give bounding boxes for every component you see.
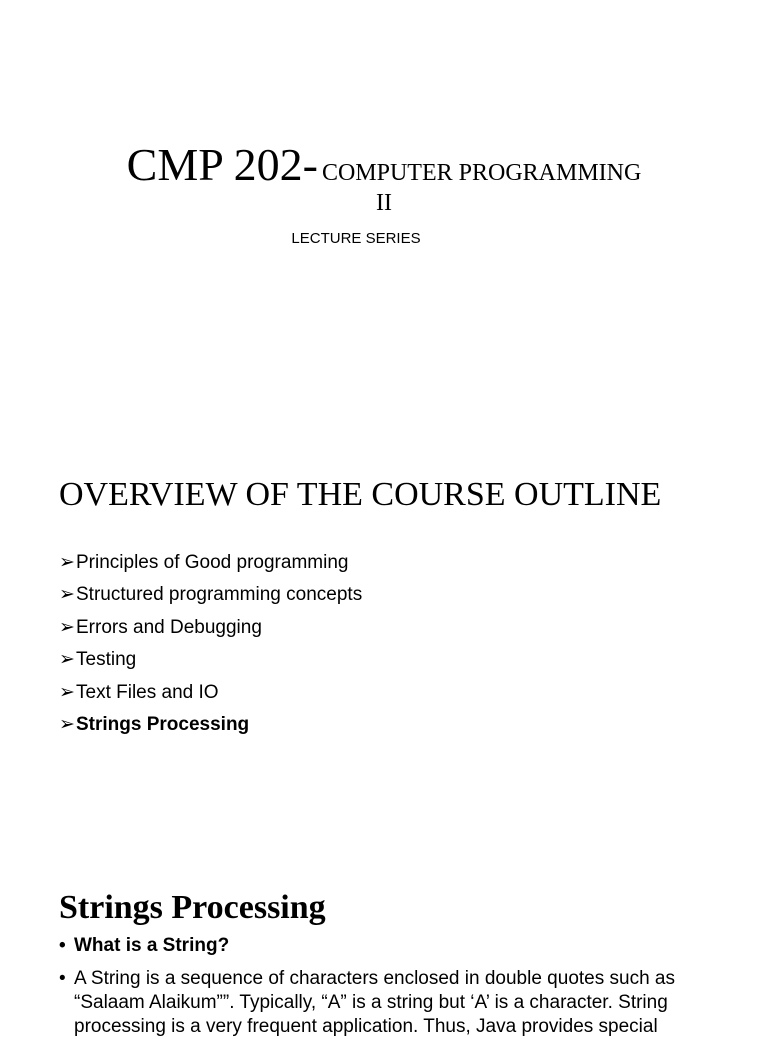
bullet-dot-icon: • (59, 935, 66, 956)
outline-list (59, 549, 362, 743)
list-item: ➢Principles of Good programming (59, 549, 362, 581)
arrow-bullet-icon: ➢ (59, 616, 75, 638)
list-item: ➢Testing (59, 646, 362, 678)
course-name-continued: II (376, 190, 392, 216)
arrow-bullet-icon: ➢ (59, 681, 75, 703)
arrow-bullet-icon: ➢ (59, 584, 75, 606)
list-item: ➢Errors and Debugging (59, 614, 362, 646)
arrow-bullet-icon: ➢ (59, 713, 75, 735)
course-title (0, 138, 768, 191)
course-name: COMPUTER PROGRAMMING (321, 160, 642, 186)
definition-bullet: • A String is a sequence of characters enclosed in double quotes such as “Salaam Alaikum””. Typically, “A” is a string but ‘A’ is a character. String processing is a very frequent application. Thus, Java provides special (59, 968, 675, 1037)
bullet-dot-icon: • (59, 968, 66, 989)
course-code: CMP 202- (126, 139, 318, 190)
arrow-bullet-icon: ➢ (59, 552, 75, 573)
lecture-series-subtitle: LECTURE SERIES (291, 230, 421, 247)
strings-bullets (59, 934, 719, 1039)
strings-heading: Strings Processing (59, 889, 326, 926)
list-item-current: ➢Strings Processing (59, 711, 362, 743)
arrow-bullet-icon: ➢ (59, 649, 75, 671)
question-bullet: • What is a String? (59, 935, 230, 956)
list-item: ➢Structured programming concepts (59, 581, 362, 613)
outline-heading: OVERVIEW OF THE COURSE OUTLINE (59, 476, 662, 513)
list-item: ➢Text Files and IO (59, 679, 362, 711)
